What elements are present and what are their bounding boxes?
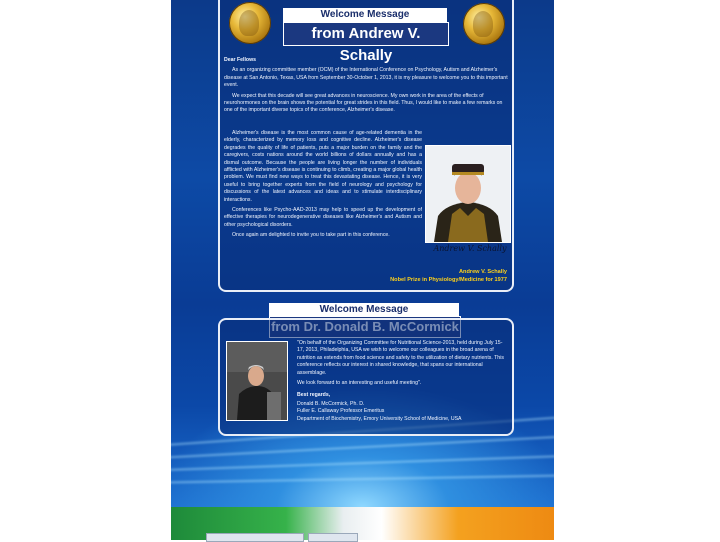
- banner-subtitle-1: from Andrew V. Schally: [283, 22, 449, 46]
- light-streak: [171, 454, 554, 471]
- letter2-paragraph: We look forward to an interesting and useful meeting".: [297, 380, 422, 387]
- schally-signer-title: Nobel Prize in Physiology/Medicine for 1977: [390, 277, 507, 283]
- light-streak: [171, 474, 554, 484]
- salutation: Dear Fellows: [224, 57, 257, 63]
- letter1-intro: [224, 57, 508, 118]
- nobel-medal-icon: [229, 2, 271, 44]
- nobel-medal-icon: [463, 3, 505, 45]
- bottom-tab: [206, 533, 304, 542]
- letter1-paragraph: As an organizing committee member (OCM) of the International Conference on Psychology, Autism and Alzheimer's disease at San Antonio, Texas, USA from September 30-October 1, 2013, it is my pleasure to welcome you to this important event.: [224, 67, 508, 89]
- letter1-paragraph: Alzheimer's disease is the most common cause of age-related dementia in the elderly, characterized by memory loss and cognitive decline. Alzheimer's disease degrades the quality of life of patients, puts a major burden on the family and the caregivers, costs nations around the world billions of dollars annually and has a dismal outcome. Because the people are living longer the number of individuals afflicted with Alzheimer's disease is continuing to climb, creating a major global health problem. We must find new ways to treat this devastating disease. Hence, it is very useful to bring together experts from the field of neurology and psychology for discussions of the latest advances and ideas and to stimulate interdisciplinary interactions.: [224, 130, 422, 203]
- mccormick-signer-affiliation: Department of Biochemistry, Emory University School of Medicine, USA: [297, 415, 462, 422]
- letter2-paragraph: "On behalf of the Organizing Committee for Nutritional Science-2013, held during July 15-17, 2013, Philadelphia, USA we wish to welcome our colleagues in the broad arena of nutrition as extends from food science and safety to the utilization of dietary nutrients. This conference reflects our interest in shared knowledge, that spans our international assemblage.: [297, 340, 504, 376]
- light-streak: [171, 435, 554, 460]
- banner-title-2: Welcome Message: [269, 303, 459, 317]
- schally-portrait-photo: [425, 145, 511, 243]
- letter2-body: [297, 340, 505, 423]
- mccormick-portrait-photo: [226, 341, 288, 421]
- mccormick-signer-name: Donald B. McCormick, Ph. D.: [297, 400, 365, 407]
- letter1-paragraph: We expect that this decade will see great advances in neuroscience. My own work in the area of the effects of neurohormones on the brain shows the potential for great strides in this field. Thus, I would like to make a few remarks on one of the important diverse topics of the conference, Alzheimer's disease.: [224, 92, 503, 114]
- bottom-tab: [308, 533, 358, 542]
- closing: Best regards,: [297, 392, 331, 399]
- mccormick-signer-title: Fuller E. Callaway Professor Emeritus: [297, 408, 385, 415]
- letter1-paragraph: Conferences like Psycho-AAD-2013 may help to speed up the development of effective therapies for neurodegenerative diseases like Alzheimer's and Autism and other psychological disorders.: [224, 207, 422, 228]
- letter1-paragraph: Once again am delighted to invite you to take part in this conference.: [232, 232, 390, 239]
- letter1-body: [224, 130, 422, 243]
- welcome-poster: [171, 0, 554, 507]
- banner-title-1: Welcome Message: [283, 8, 447, 22]
- signature: Andrew V. Schally: [433, 244, 507, 253]
- schally-signer-name: Andrew V. Schally: [459, 269, 507, 275]
